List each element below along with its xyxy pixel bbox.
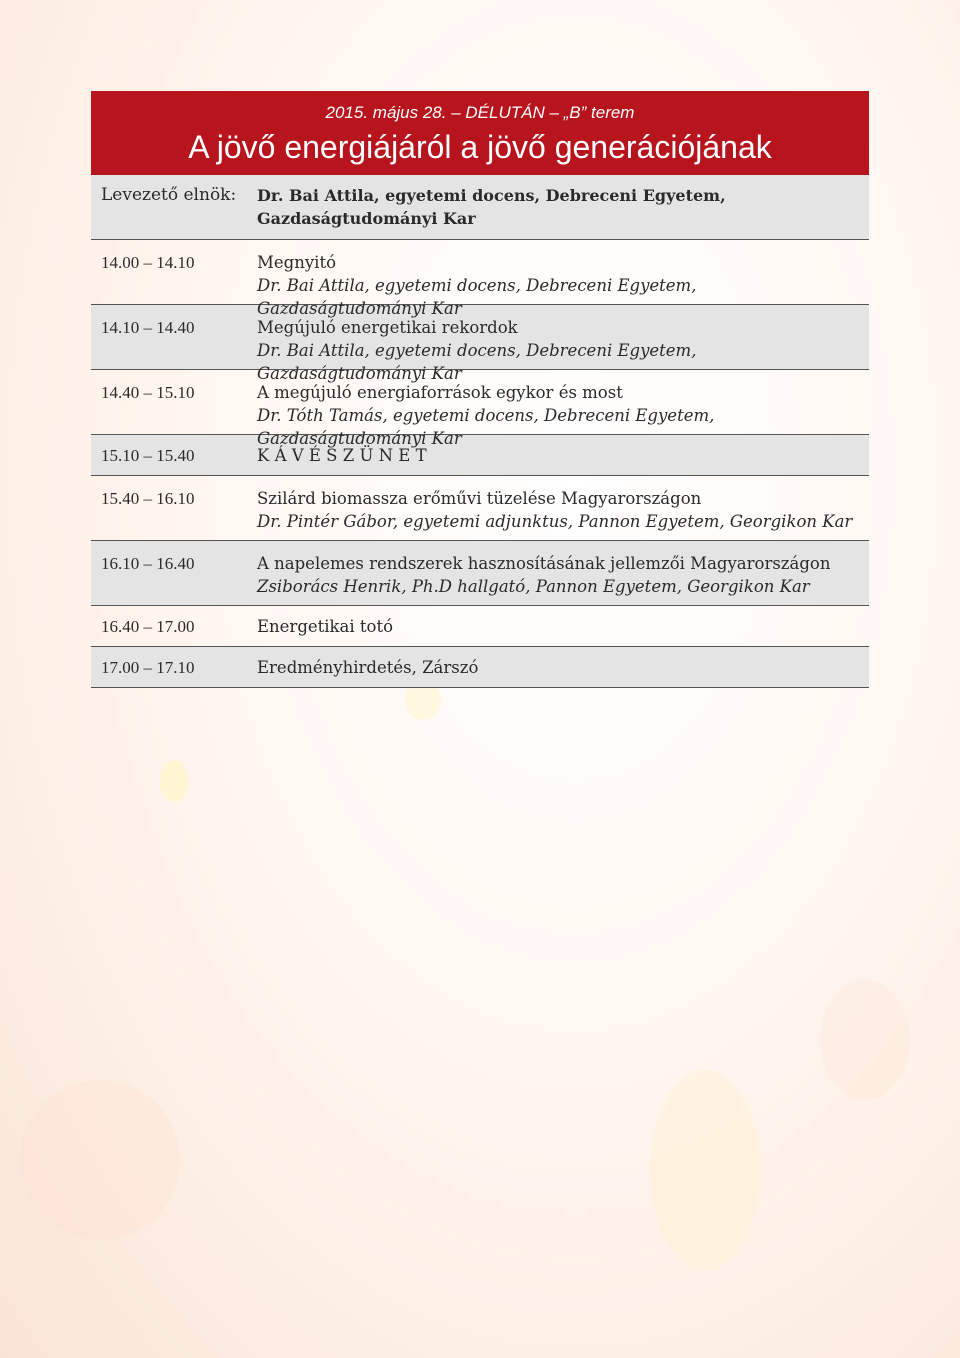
session-title: Megújuló energetikai rekordok [257,318,518,337]
session-row [91,476,869,541]
session-speaker: Dr. Bai Attila, egyetemi docens, Debreceni Egyetem, Gazdaságtudományi Kar [257,341,697,383]
date-line: 2015. május 28. – DÉLUTÁN – „B” terem [325,103,635,122]
session-time: 14.00 – 14.10 [101,253,195,272]
session-speaker: Dr. Tóth Tamás, egyetemi docens, Debreceni Egyetem, Gazdaságtudományi Kar [257,406,715,448]
background-bokeh [20,1080,180,1240]
session-title: Energetikai totó [257,617,394,636]
session-row [91,647,869,688]
chair-name: Dr. Bai Attila, egyetemi docens, Debreceni Egyetem, Gazdaságtudományi Kar [257,186,726,228]
session-time: 14.10 – 14.40 [101,318,195,337]
session-time: 14.40 – 15.10 [101,383,195,402]
session-title: A megújuló energiaforrások egykor és most [257,383,623,402]
chair-label: Levezető elnök: [101,185,237,205]
session-speaker: Dr. Bai Attila, egyetemi docens, Debreceni Egyetem, Gazdaságtudományi Kar [257,276,697,318]
session-time: 16.40 – 17.00 [101,617,195,636]
session-row [91,606,869,647]
program-table [91,91,869,688]
session-speaker: Zsiborács Henrik, Ph.D hallgató, Pannon Egyetem, Georgikon Kar [257,577,810,596]
background-bokeh [820,980,910,1100]
background-bokeh [650,1070,760,1270]
session-speaker: Dr. Pintér Gábor, egyetemi adjunktus, Pannon Egyetem, Georgikon Kar [257,512,853,531]
session-row [91,240,869,318]
session-row [91,541,869,606]
page-title: A jövő energiájáról a jövő generációjának [188,129,772,165]
session-title: Megnyitó [257,253,337,272]
session-title: A napelemes rendszerek hasznosításának jellemzői Magyarországon [257,554,831,573]
session-time: 16.10 – 16.40 [101,554,195,573]
background-bokeh [160,760,188,802]
session-title: Eredményhirdetés, Zárszó [257,658,479,677]
chair-row [91,175,869,240]
session-time: 15.10 – 15.40 [101,446,195,465]
session-time: 17.00 – 17.10 [101,658,195,677]
program-header [91,91,869,175]
session-time: 15.40 – 16.10 [101,489,195,508]
session-title: Szilárd biomassza erőművi tüzelése Magyarországon [257,489,702,508]
break-title: K Á V É S Z Ü N E T [257,446,427,465]
